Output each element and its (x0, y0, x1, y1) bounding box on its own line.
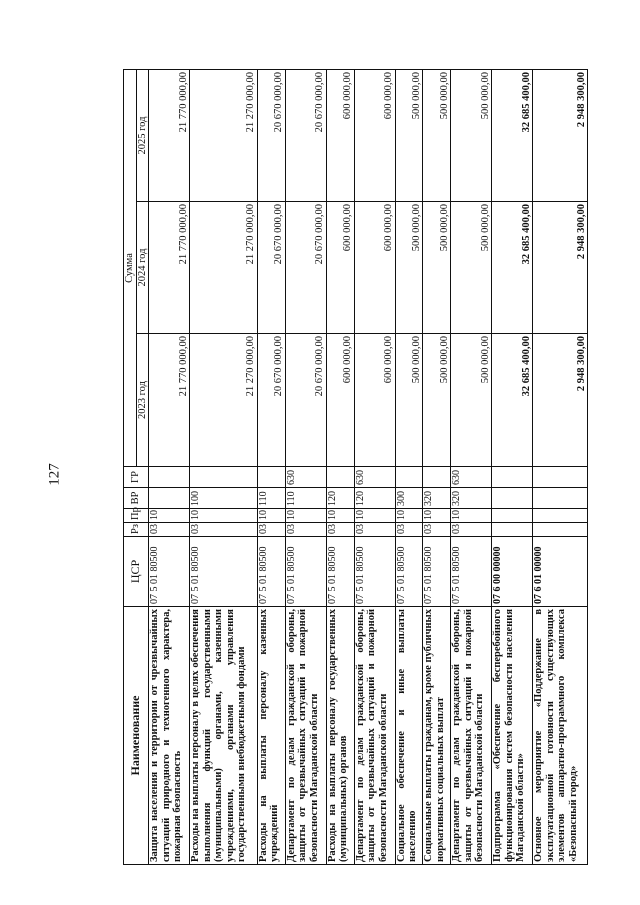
row-csr: 07 5 01 80500 (451, 537, 492, 607)
row-2024: 500 000,00 (395, 202, 423, 334)
row-2024: 21 270 000,00 (190, 202, 258, 334)
table-row (451, 70, 492, 865)
row-csr: 07 5 01 80500 (190, 537, 258, 607)
table-row (190, 70, 258, 865)
row-2025: 21 270 000,00 (190, 70, 258, 202)
row-vr (492, 488, 533, 509)
budget-table-rotated (123, 70, 588, 865)
row-csr: 07 6 01 00000 (533, 537, 588, 607)
row-name: Департамент по делам гражданской обороны, защиты от чрезвычайных ситуаций и пожарной безопасности Магаданской области (354, 607, 395, 865)
row-2025: 500 000,00 (451, 70, 492, 202)
row-2024: 21 770 000,00 (149, 202, 190, 334)
row-rz: 03 (423, 523, 451, 537)
row-2025: 20 670 000,00 (257, 70, 285, 202)
row-gr (190, 467, 258, 488)
row-pr: 10 (451, 509, 492, 523)
table-row (533, 70, 588, 865)
row-csr: 07 5 01 80500 (354, 537, 395, 607)
row-name: Защита населения и территории от чрезвычайных ситуаций природного и техногенного характера, пожарная безопасность (149, 607, 190, 865)
row-gr (423, 467, 451, 488)
row-name: Департамент по делам гражданской обороны, защиты от чрезвычайных ситуаций и пожарной безопасности Магаданской области (285, 607, 326, 865)
row-2024: 500 000,00 (451, 202, 492, 334)
row-csr: 07 5 01 80500 (423, 537, 451, 607)
row-2024: 32 685 400,00 (492, 202, 533, 334)
table-row (285, 70, 326, 865)
row-name: Социальные выплаты гражданам, кроме публичных нормативных социальных выплат (423, 607, 451, 865)
row-2024: 500 000,00 (423, 202, 451, 334)
row-vr: 110 (257, 488, 285, 509)
row-vr (533, 488, 588, 509)
row-2023: 500 000,00 (395, 334, 423, 467)
row-rz: 03 (149, 523, 190, 537)
table-row (492, 70, 533, 865)
row-csr: 07 5 01 80500 (395, 537, 423, 607)
row-pr (492, 509, 533, 523)
row-2025: 21 770 000,00 (149, 70, 190, 202)
row-2025: 500 000,00 (395, 70, 423, 202)
row-2025: 20 670 000,00 (285, 70, 326, 202)
row-2024: 2 948 300,00 (533, 202, 588, 334)
row-gr: 630 (285, 467, 326, 488)
row-rz: 03 (326, 523, 354, 537)
row-gr (492, 467, 533, 488)
header-pr: Пр (124, 509, 149, 523)
row-csr: 07 5 01 80500 (149, 537, 190, 607)
header-2023: 2023 год (136, 334, 149, 467)
page-number: 127 (46, 463, 63, 486)
row-gr (326, 467, 354, 488)
row-rz: 03 (354, 523, 395, 537)
table-row (149, 70, 190, 865)
row-pr: 10 (190, 509, 258, 523)
row-pr: 10 (285, 509, 326, 523)
header-name: Наименование (124, 607, 149, 865)
row-2025: 600 000,00 (326, 70, 354, 202)
row-2023: 20 670 000,00 (257, 334, 285, 467)
header-2025: 2025 год (136, 70, 149, 202)
row-2023: 21 770 000,00 (149, 334, 190, 467)
row-csr: 07 5 01 80500 (257, 537, 285, 607)
row-pr: 10 (354, 509, 395, 523)
budget-table (123, 69, 588, 865)
row-name: Основное мероприятие «Поддержание в эксплуатационной готовности существующих элементов аппаратно-программного комплекса «Безопасный город» (533, 607, 588, 865)
row-rz: 03 (257, 523, 285, 537)
header-sum: Сумма (124, 70, 137, 467)
table-row (257, 70, 285, 865)
row-gr (149, 467, 190, 488)
row-2024: 20 670 000,00 (285, 202, 326, 334)
row-rz: 03 (285, 523, 326, 537)
row-2025: 600 000,00 (354, 70, 395, 202)
header-vr: ВР (124, 488, 149, 509)
row-2024: 600 000,00 (326, 202, 354, 334)
row-name: Расходы на выплаты персоналу казенных учреждений (257, 607, 285, 865)
row-gr (533, 467, 588, 488)
row-vr: 300 (395, 488, 423, 509)
row-pr: 10 (149, 509, 190, 523)
row-pr: 10 (326, 509, 354, 523)
row-vr: 110 (285, 488, 326, 509)
row-gr (257, 467, 285, 488)
row-csr: 07 5 01 80500 (285, 537, 326, 607)
row-2023: 20 670 000,00 (285, 334, 326, 467)
row-2023: 500 000,00 (451, 334, 492, 467)
row-gr: 630 (451, 467, 492, 488)
header-gr: ГР (124, 467, 149, 488)
row-name: Расходы на выплаты персоналу государственных (муниципальных) органов (326, 607, 354, 865)
row-2025: 2 948 300,00 (533, 70, 588, 202)
row-name: Подпрограмма «Обеспечение бесперебойного функционирования систем безопасности населения Магаданской области» (492, 607, 533, 865)
row-pr: 10 (395, 509, 423, 523)
row-2023: 600 000,00 (326, 334, 354, 467)
row-2023: 32 685 400,00 (492, 334, 533, 467)
row-pr: 10 (423, 509, 451, 523)
row-gr (395, 467, 423, 488)
row-2023: 500 000,00 (423, 334, 451, 467)
table-row (326, 70, 354, 865)
row-2023: 2 948 300,00 (533, 334, 588, 467)
row-pr (533, 509, 588, 523)
row-2025: 32 685 400,00 (492, 70, 533, 202)
row-rz: 03 (451, 523, 492, 537)
row-csr: 07 5 01 80500 (326, 537, 354, 607)
row-vr (149, 488, 190, 509)
header-csr: ЦСР (124, 537, 149, 607)
row-pr: 10 (257, 509, 285, 523)
table-row (423, 70, 451, 865)
row-2024: 600 000,00 (354, 202, 395, 334)
row-vr: 120 (354, 488, 395, 509)
row-csr: 07 6 00 00000 (492, 537, 533, 607)
header-2024: 2024 год (136, 202, 149, 334)
table-row (354, 70, 395, 865)
row-vr: 100 (190, 488, 258, 509)
row-name: Департамент по делам гражданской обороны, защиты от чрезвычайных ситуаций и пожарной безопасности Магаданской области (451, 607, 492, 865)
row-rz (533, 523, 588, 537)
row-vr: 320 (423, 488, 451, 509)
row-rz (492, 523, 533, 537)
row-rz: 03 (395, 523, 423, 537)
row-name: Социальное обеспечение и иные выплаты населению (395, 607, 423, 865)
row-vr: 120 (326, 488, 354, 509)
table-row (395, 70, 423, 865)
row-2023: 21 270 000,00 (190, 334, 258, 467)
row-2024: 20 670 000,00 (257, 202, 285, 334)
row-name: Расходы на выплаты персоналу в целях обеспечения выполнения функций государственными (муниципальными) органами, казенными учреждениями, органами управления государственными внебюджетными фондами (190, 607, 258, 865)
header-rz: Рз (124, 523, 149, 537)
row-rz: 03 (190, 523, 258, 537)
row-2023: 600 000,00 (354, 334, 395, 467)
row-vr: 320 (451, 488, 492, 509)
row-gr: 630 (354, 467, 395, 488)
row-2025: 500 000,00 (423, 70, 451, 202)
